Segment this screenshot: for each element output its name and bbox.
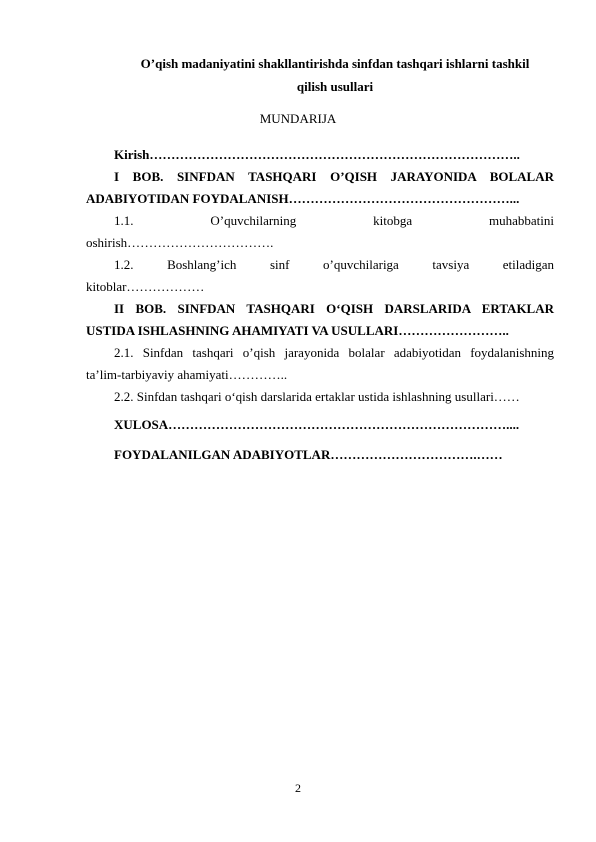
- toc-section-1-2-line-1: [86, 254, 554, 276]
- toc-entry-intro-text: Kirish…………………………………………………………………………..: [114, 147, 520, 162]
- toc-section-1-2-word: tavsiya: [432, 257, 470, 272]
- toc-references-text: FOYDALANILGAN ADABIYOTLAR…………………………….……: [114, 447, 503, 462]
- toc-entry-intro[interactable]: [86, 144, 582, 166]
- toc-entry-chapter-2[interactable]: [86, 298, 554, 342]
- contents-heading: MUNDARIJA: [259, 111, 337, 126]
- toc-chapter-1-line-1: I BOB. SINFDAN TASHQARI O’QISH JARAYONIDA BOLALAR: [114, 169, 554, 184]
- toc-section-1-2-word: sinf: [269, 257, 290, 272]
- toc-chapter-1-line-2: ADABIYOTIDAN FOYDALANISH……………………………………………...: [86, 191, 520, 206]
- toc-section-1-1-word: O’quvchilarning: [210, 213, 297, 228]
- toc-entry-section-2-2[interactable]: [86, 386, 582, 408]
- toc-chapter-2-line-2: USTIDA ISHLASHNING AHAMIYATI VA USULLARI……………………..: [86, 323, 509, 338]
- toc-section-1-1-word: 1.1.: [114, 213, 134, 228]
- toc-entry-section-2-1[interactable]: [86, 342, 554, 386]
- toc-entry-references[interactable]: [86, 444, 582, 466]
- toc-section-1-1-word: kitobga: [373, 213, 413, 228]
- toc-entry-conclusion[interactable]: [86, 414, 582, 436]
- toc-section-1-1-line-1: [86, 210, 554, 232]
- page-number: 2: [295, 781, 301, 795]
- toc-conclusion-text: XULOSA……………………………………………………………………....: [114, 417, 520, 432]
- toc-section-1-2-word: 1.2.: [114, 257, 134, 272]
- toc-section-1-1-word: muhabbatini: [489, 213, 554, 228]
- toc-section-1-2-word: etiladigan: [502, 257, 555, 272]
- toc-section-2-2-text: 2.2. Sinfdan tashqari o‘qish darslarida ertaklar ustida ishlashning usullari……: [114, 389, 520, 404]
- document-title-line-2: qilish usullari: [296, 79, 374, 94]
- toc-section-2-1-line-2: ta’lim-tarbiyaviy ahamiyati…………..: [86, 367, 288, 382]
- toc-section-2-1-line-1: 2.1. Sinfdan tashqari o’qish jarayonida bolalar adabiyotidan foydalanishning: [114, 345, 554, 360]
- toc-section-1-2-line-2: kitoblar………………: [86, 279, 205, 294]
- toc-entry-section-1-2[interactable]: [86, 254, 554, 298]
- document-title-line-1: O’qish madaniyatini shakllantirishda sinfdan tashqari ishlarni tashkil: [140, 56, 530, 71]
- toc-entry-chapter-1[interactable]: [86, 166, 554, 210]
- toc-section-1-1-line-2: oshirish…………………………….: [86, 235, 274, 250]
- toc-section-1-2-word: o’quvchilariga: [323, 257, 399, 272]
- toc-chapter-2-line-1: II BOB. SINFDAN TASHQARI O‘QISH DARSLARIDA ERTAKLAR: [114, 301, 554, 316]
- toc-entry-section-1-1[interactable]: [86, 210, 554, 254]
- toc-section-1-2-word: Boshlang’ich: [167, 257, 237, 272]
